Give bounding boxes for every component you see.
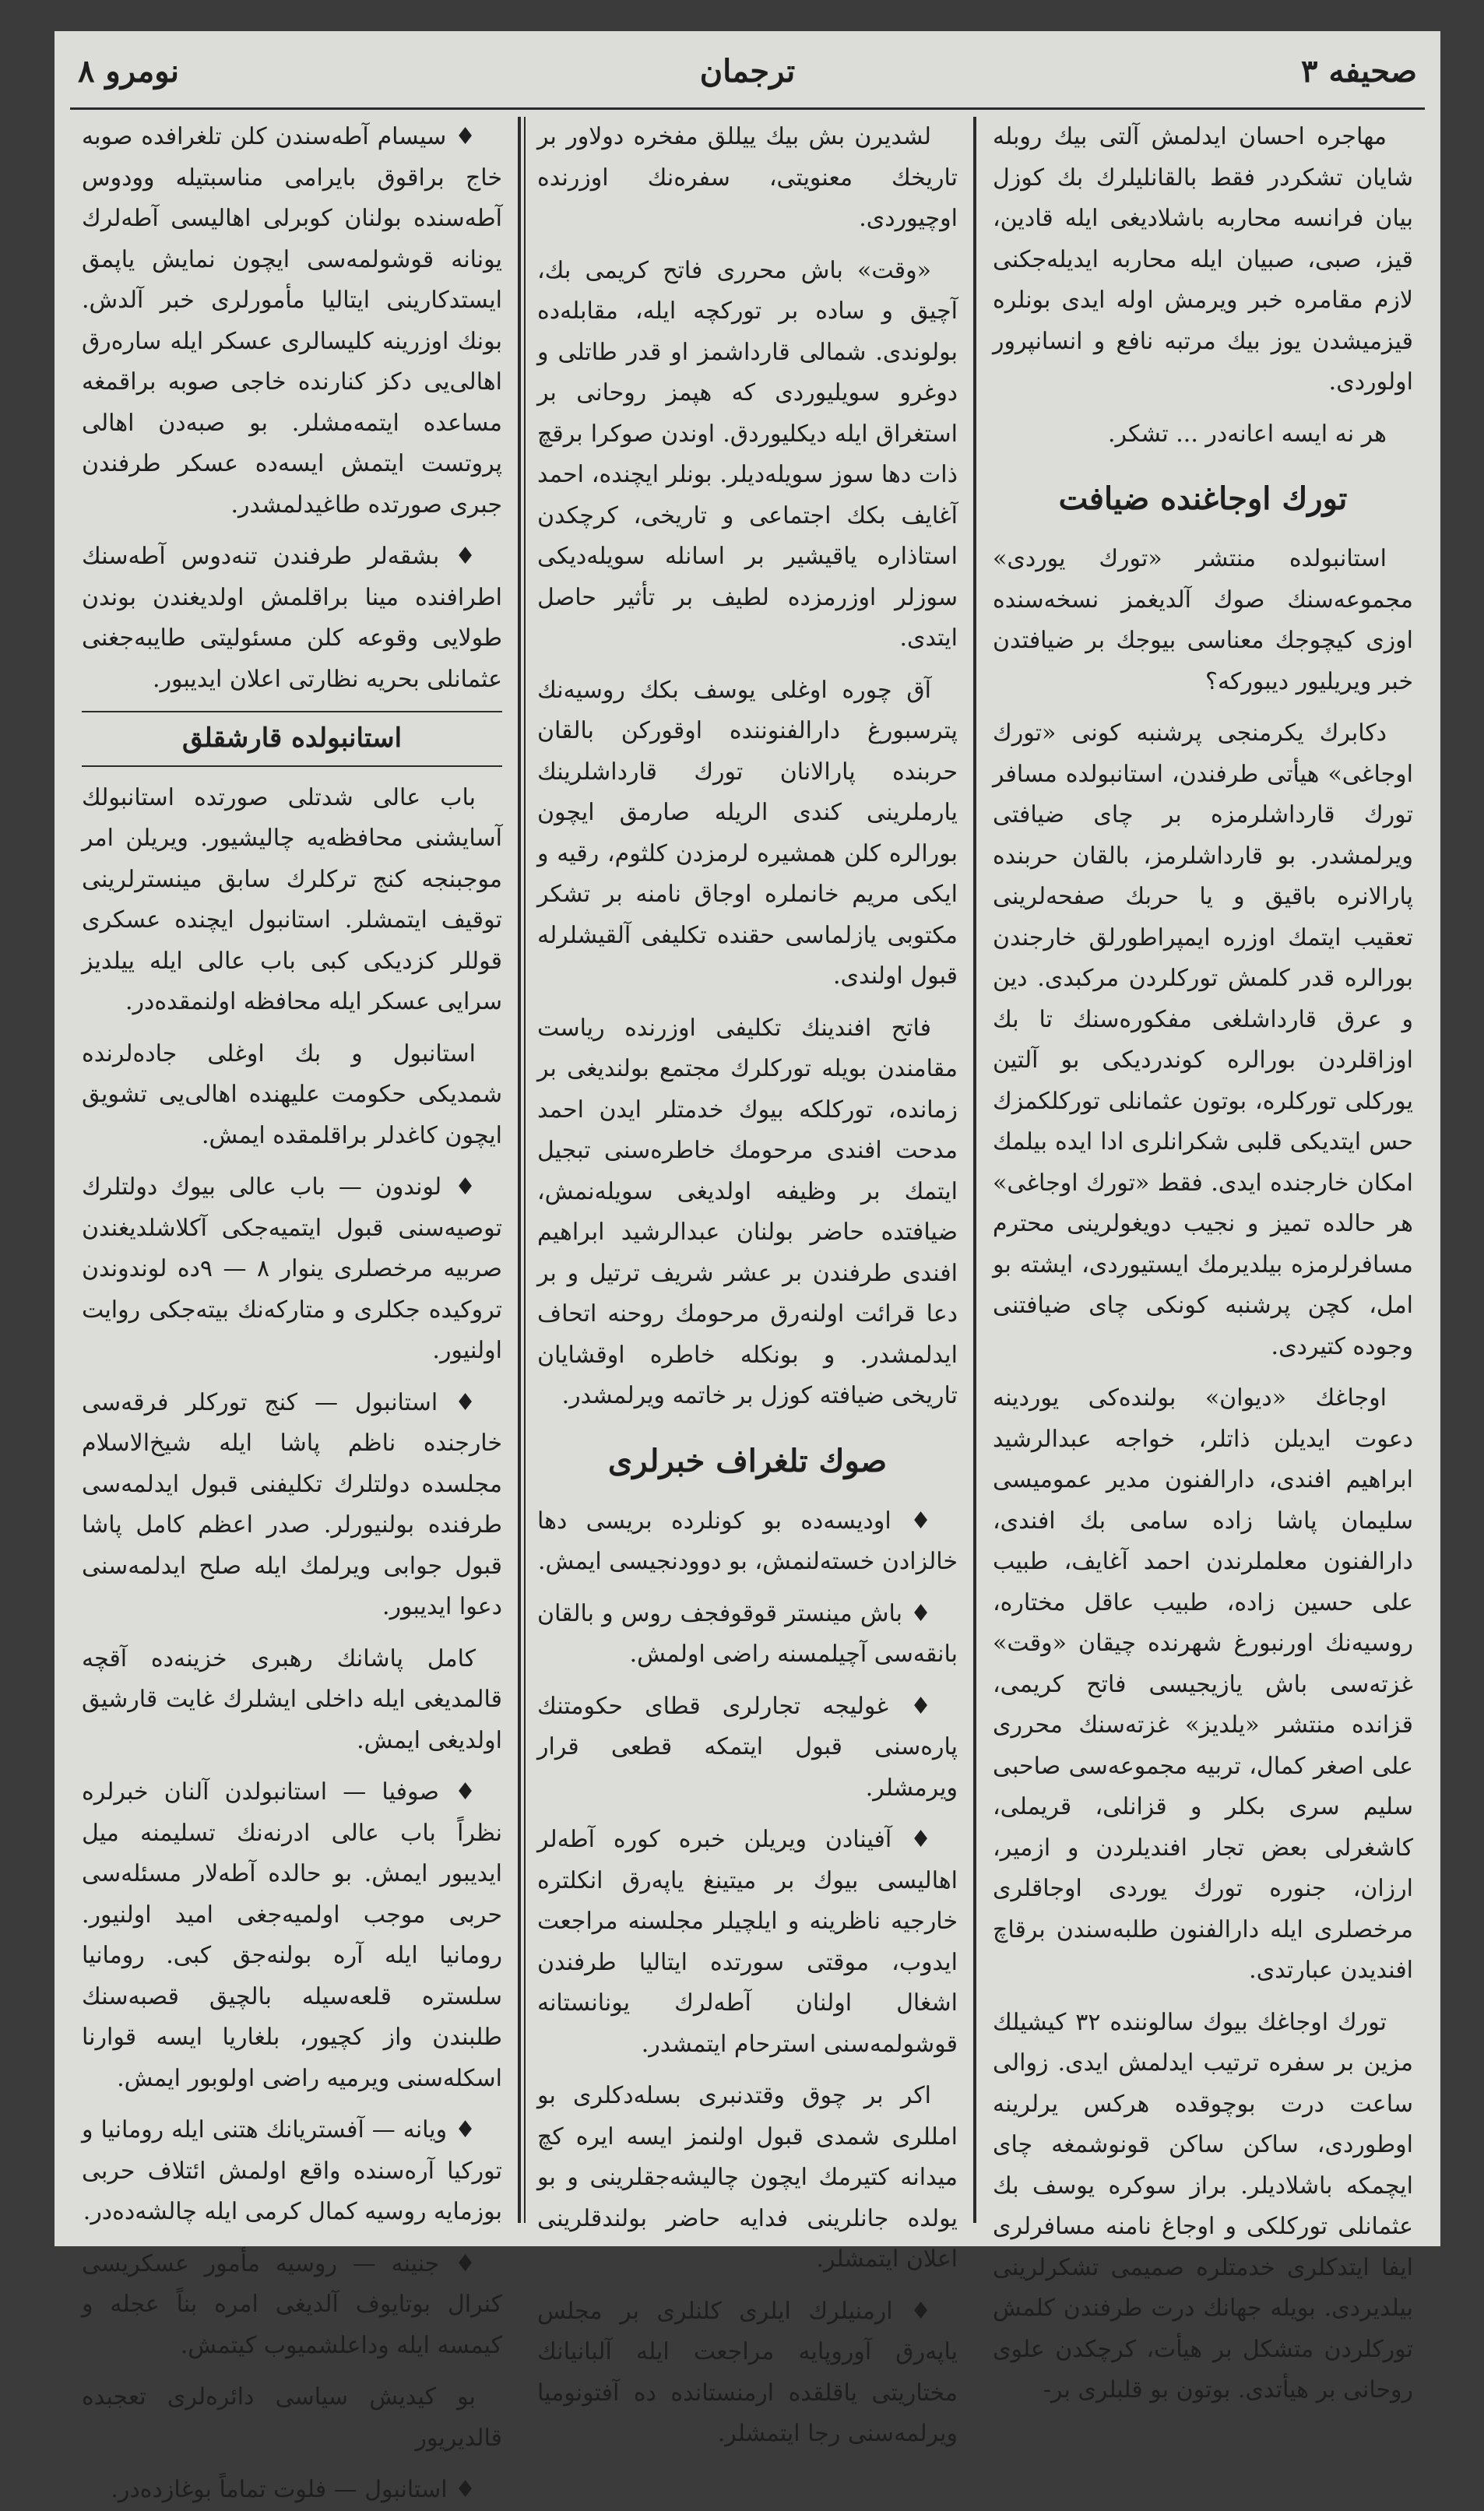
issue-number: نومرو ۸	[78, 53, 180, 90]
column-middle	[537, 117, 958, 2447]
news-item: ♦ صوفیا — استانبولدن آلنان خبرلره نظراً باب عالی ادرنه‌نك تسلیمنه میل ایدیبور ایمش. بو حالده آطه‌لار مسئله‌سی حربی موجب اولمیه‌جغی امید اولنیور. رومانیا ایله آره بولنه‌جق کبی. رومانیا سلستره قلعه‌سیله بالچیق قصبه‌سنك طلبندن واز کچیور، بلغاریا ایسه قوارنا اسکله‌سنی ویرمیه راضی اولوبور ایمش.	[82, 1778, 502, 2092]
news-item: ♦ ویانه — آفستریانك هتنی ایله رومانیا و تورکیا آره‌سنده واقع اولمش ائتلاف حربی بوزمایه روسیه کمال کرمی ایله چالشه‌ده‌در.	[82, 2116, 502, 2225]
column-rule-left	[518, 117, 521, 2223]
column-right	[993, 117, 1413, 2404]
article-paragraph: استانبولده منتشر «تورك یوردی» مجموعه‌سنك صوك آلدیغمز نسخه‌سنده اوزی کیچوجك معناسی بیوجك بر ضیافتدن خبر ویریلیور دیبورکه؟	[993, 545, 1413, 695]
article-paragraph: کامل پاشانك رهبری خزینه‌ده آقچه قالمدیغی ایله داخلی ایشلرك غایت قارشیق اولدیغی ایمش.	[82, 1644, 502, 1754]
section-heading: صوك تلغراف خبرلری	[607, 1442, 888, 1479]
news-item: اکر بر چوق وقتدنبری بسله‌دکلری بو امللری شمدی قبول اولنمز ایسه ایره کچ میدانه کتیرمك ایچون چالیشه‌جقلرینی و بو یولده جانلرینی فدایه حاضر بولندقلرینی اعلان ایتمشلر.	[537, 2082, 958, 2273]
article-paragraph: فاتح افندینك تکلیفی اوزرنده ریاست مقامندن بویله تورکلرك مجتمع بولندیغی بر زمانده، تورکلکه بیوك خدمتلر ایدن احمد مدحت افندی مرحومك خاطره‌سنی تبجیل ایتمك بر وظیفه اولدیغی سویله‌نمش، ضیافتده حاضر بولنان عبدالرشید ابراهیم افندی طرفندن بر عشر شریف ترتیل و بر دعا قرائت اولنه‌رق مرحومك روحنه اتحاف ایدلمشدر. و بونکله خاطره اوقشایان تاریخی ضیافته کوزل بر خاتمه ویرلمشدر.	[537, 1014, 958, 1409]
news-item: ♦ اودیسه‌ده بو کونلرده بریسی دها خالزادن خسته‌لنمش، بو دوودنجیسی ایمش.	[537, 1507, 958, 1575]
article-paragraph: استانبول و بك اوغلی جاده‌لرنده شمدیکی حکومت علیهنده اهالی‌یی تشویق ایچون کاغدلر براقلمقده ایمش.	[82, 1039, 502, 1149]
article-paragraph: باب عالی شدتلی صورتده استانبولك آسایشنی محافظه‌یه چالیشیور. ویریلن امر موجبنجه کنج ترکلرك سابق مینسترلرینی توقیف ایتمشلر. استانبول ایچنده عسکری قوللر کزدیکی کبی باب عالی ایله ییلدیز سرایی عسکر ایله محافظه اولنمقده‌در.	[82, 783, 502, 1015]
article-paragraph: هر نه ایسه اعانه‌در ... تشکر.	[1107, 420, 1387, 448]
news-item: ♦ آفینادن ویریلن خبره کوره آطه‌لر اهالیسی بیوك بر میتینغ یاپه‌رق انکلتره خارجیه ناظرینه و ایلچیلر مجلسنه مراجعت ایدوب، موقتی سورتده ایتالیا طرفندن اشغال اولنان آطه‌لرك یونانستانه قوشولمه‌سنی استرحام ایتمشدر.	[537, 1826, 958, 2058]
news-item: ♦ ارمنیلرك ایلری کلنلری بر مجلس یاپه‌رق آوروپایه مراجعت ایله آلبانیانك مختاریتی یاقلقده ارمنستانده ده آفتونومیا ویرلمه‌سنی رجا ایتمشلر.	[537, 2297, 958, 2447]
page-number: صحیفه ۳	[1301, 53, 1417, 90]
article-paragraph: اوجاغك «دیوان» بولنده‌کی یوردینه دعوت ایدیلن ذاتلر، خواجه عبدالرشید ابراهیم افندی، دارالفنون مدیر عمومیسی سلیمان پاشا زاده سامی بك افندی، دارالفنون معلملرندن احمد آغایف، طبیب علی حسین زاده، طبیب عاقل مختاره، روسیه‌نك اورنبورغ شهرنده چیقان «وقت» غزته‌سی باش یازیجیسی فاتح کریمی، قزانده منتشر «یلدیز» غزته‌سنك محرری علی اصغر کمال، تربیه مجموعه‌سی صاحبی سلیم سری بکلر و قزانلی، قریملی، کاشغرلی بعض تجار افندیلردن و ازمیر، ارزان، جنوره تورك یوردی اوجاقلری مرخصلری ایله دارالفنون طلبه‌سندن برقاچ افندیدن عبارتدی.	[993, 1384, 1413, 1984]
article-paragraph: تورك اوجاغك بیوك سالوننده ۳۲ کیشیلك مزین بر سفره ترتیب ایدلمش ایدی. زوالی ساعت درت بوچوقده هرکس یرلرینه اوطوردی، ساکن ساکن قونوشمغه چای ایچمکه باشلادیلر. براز سوکره یوسف بك عثمانلی تورکلکی و اوجاغ نامنه مسافرلری ایفا ایتدکلری خدمتلره صمیمی تشکرلرینی بیلدیردی. بویله جهانك درت طرفندن کلمش تورکلردن متشکل بر هیأت، کرچکدن علوی روحانی بر هیأتدی. بوتون بو قلبلری بر-	[993, 2008, 1413, 2404]
news-item: ♦ استانبول — فلوت تماماً بوغازده‌در.	[111, 2476, 476, 2503]
article-paragraph: دکابرك یکرمنجی پرشنبه کونی «تورك اوجاغی» هیأتی طرفندن، استانبولده مسافر تورك قارداشلرمزه بر چای ضیافتی ویرلمشدر. بو قارداشلرمز، بالقان حربنده پارالانره باقیق و یا حربك صفحه‌لرینی تعقیب ایتمك اوزره ایمپراطورلق خارجندن بورالره قدر کلمش تورکلردن مرکبدی. دین و عرق قارداشلغی مفکوره‌سنك تا بك اوزاقلردن بورالره کوندردیکی بو آلتین یورکلی تورکلره، بوتون عثمانلی تورکلکمزك حس ایتدیکی قلبی شکرانلری ادا ایده بیلمك امکان خارجنده ایدی. فقط «تورك اوجاغی» هر حالده تمیز و نجیب دویغولرینی محترم مسافرلرمزه بیلدیرمك ایستیوردی، ایشته بو امل، کچن پرشنبه کونکی چای ضیافتنی وجوده کتیردی.	[993, 719, 1413, 1360]
news-item: ♦ لوندون — باب عالی بیوك دولتلرك توصیه‌سنی قبول ایتمیه‌جکی آکلاشلدیغندن صربیه مرخصلری ینوار ۸ — ۹ده لوندوندن تروکیده جکلری و متارکه‌نك بیته‌جکی روایت اولنیور.	[82, 1173, 502, 1364]
column-left	[82, 117, 502, 2503]
column-rule-right	[973, 117, 976, 2223]
article-paragraph: لشدیرن بش بیك ییللق مفخره دولاور بر تاریخك معنویتی، سفره‌نك اوزرنده اوچیوردی.	[537, 123, 958, 232]
masthead-rule	[70, 107, 1425, 110]
news-item: ♦ جنینه — روسیه مأمور عسکریسی کنرال بوتایوف آلدیغی امره بناً عجله و کیمسه ایله وداعلشمیوب کیتمش.	[82, 2249, 502, 2359]
section-heading-boxed: استانبولده قارشقلق	[82, 711, 502, 767]
news-item: ♦ باش مینستر قوقوفجف روس و بالقان بانقه‌سی آچیلمسنه راضی اولمش.	[537, 1599, 958, 1668]
news-item: ♦ سیسام آطه‌سندن کلن تلغرافده صوبه خاج براقوق بایرامی مناسبتیله وودوس آطه‌سنده بولنان کوبرلی اهالیسی آطه‌لرك یونانه قوشولمه‌سی ایچون نمایش یاپمق ایستدکارینی ایتالیا مأمورلری خبر آلدش. بونك اوزرینه کلیسالری عسکر ایله ساره‌رق اهالی‌یی دکز کنارنده خاجی صوبه براقمغه مساعده ایتمه‌مشلر. بو صبه‌دن اهالی پروتست ایتمش ایسه‌ده عسکر طرفندن جبری صورتده طاغیدلمشدر.	[82, 123, 502, 519]
news-item: ♦ استانبول — کنج تورکلر فرقه‌سی خارجنده ناظم پاشا ایله شیخ‌الاسلام مجلسده دولتلرك تکلیفنی قبول ایدلمه‌سی طرفنده بولنیورلر. صدر اعظم کامل پاشا قبول جوابی ویرلمك ایله صلح ایدلمه‌سنی دعوا ایدیبور.	[82, 1388, 502, 1620]
news-item: ♦ غولیجه تجارلری قطای حکومتنك پاره‌سنی قبول ایتمکه قطعی قرار ویرمشلر.	[537, 1692, 958, 1802]
article-paragraph: بو کیدیش سیاسی دائره‌لری تعجبده قالدیریور	[82, 2383, 502, 2452]
article-paragraph: «وقت» باش محرری فاتح کریمی بك، آچیق و ساده بر تورکچه ایله، مقابله‌ده بولوندی. شمالی قارداشمز او قدر طاتلی و دوغرو سویلیوردی که هپمز روحانی بر استغراق ایله دیکلیوردق. اوندن صوکرا برقچ ذات دها سوز سویله‌دیلر. بونلر ایچنده، احمد آغایف بکك اجتماعی و تاریخی، کرچکدن استاذاره یاقیشیر بر اسانله سویله‌دیکی سوزلر اوزرمزده لطیف بر تأثیر حاصل ایتدی.	[537, 256, 958, 652]
article-paragraph: آق چوره اوغلی یوسف بکك روسیه‌نك پترسبورغ دارالفنوننده اوقورکن بالقان حربنده پارالانان تورك قارداشلرینك یارملرینی کندی الریله صارمق ایچون بورالره کلن همشیره لرمزدن کلثوم، رقیه و ایکی مریم خانملره اوجاق نامنه بر تشکر مکتوبی یازلماسی حقنده تکلیفی آلقیشلرله قبول اولندی.	[537, 676, 958, 990]
section-heading: تورك اوجاغنده ضیافت	[1058, 480, 1348, 517]
newspaper-title: ترجمان	[699, 53, 796, 90]
masthead	[55, 39, 1440, 114]
column-rule-left-double	[524, 117, 526, 2223]
news-item: ♦ بشقه‌لر طرفندن تنه‌دوس آطه‌سنك اطرافنده مینا براقلمش اولدیغندن بوندن طولایی وقوعه کلن مسئولیتی طایبه‌جغنی عثمانلی بحریه نظارتی اعلان ایدیبور.	[82, 543, 502, 693]
article-paragraph: مهاجره احسان ایدلمش آلتی بیك روبله شایان تشکردر فقط بالقانلیلرك بك کوزل بیان فرانسه محاربه باشلادیغی ایله قادین، قیز، صبی، صبیان ایله محاربه ایدیله‌جکنی لازم مقامره خبر ویرمش اوله ایدی بونلره قیزمیشدن یوز بیك مرتبه نافع و انسانپرور اولوردی.	[993, 123, 1413, 396]
newspaper-page	[55, 31, 1440, 2503]
